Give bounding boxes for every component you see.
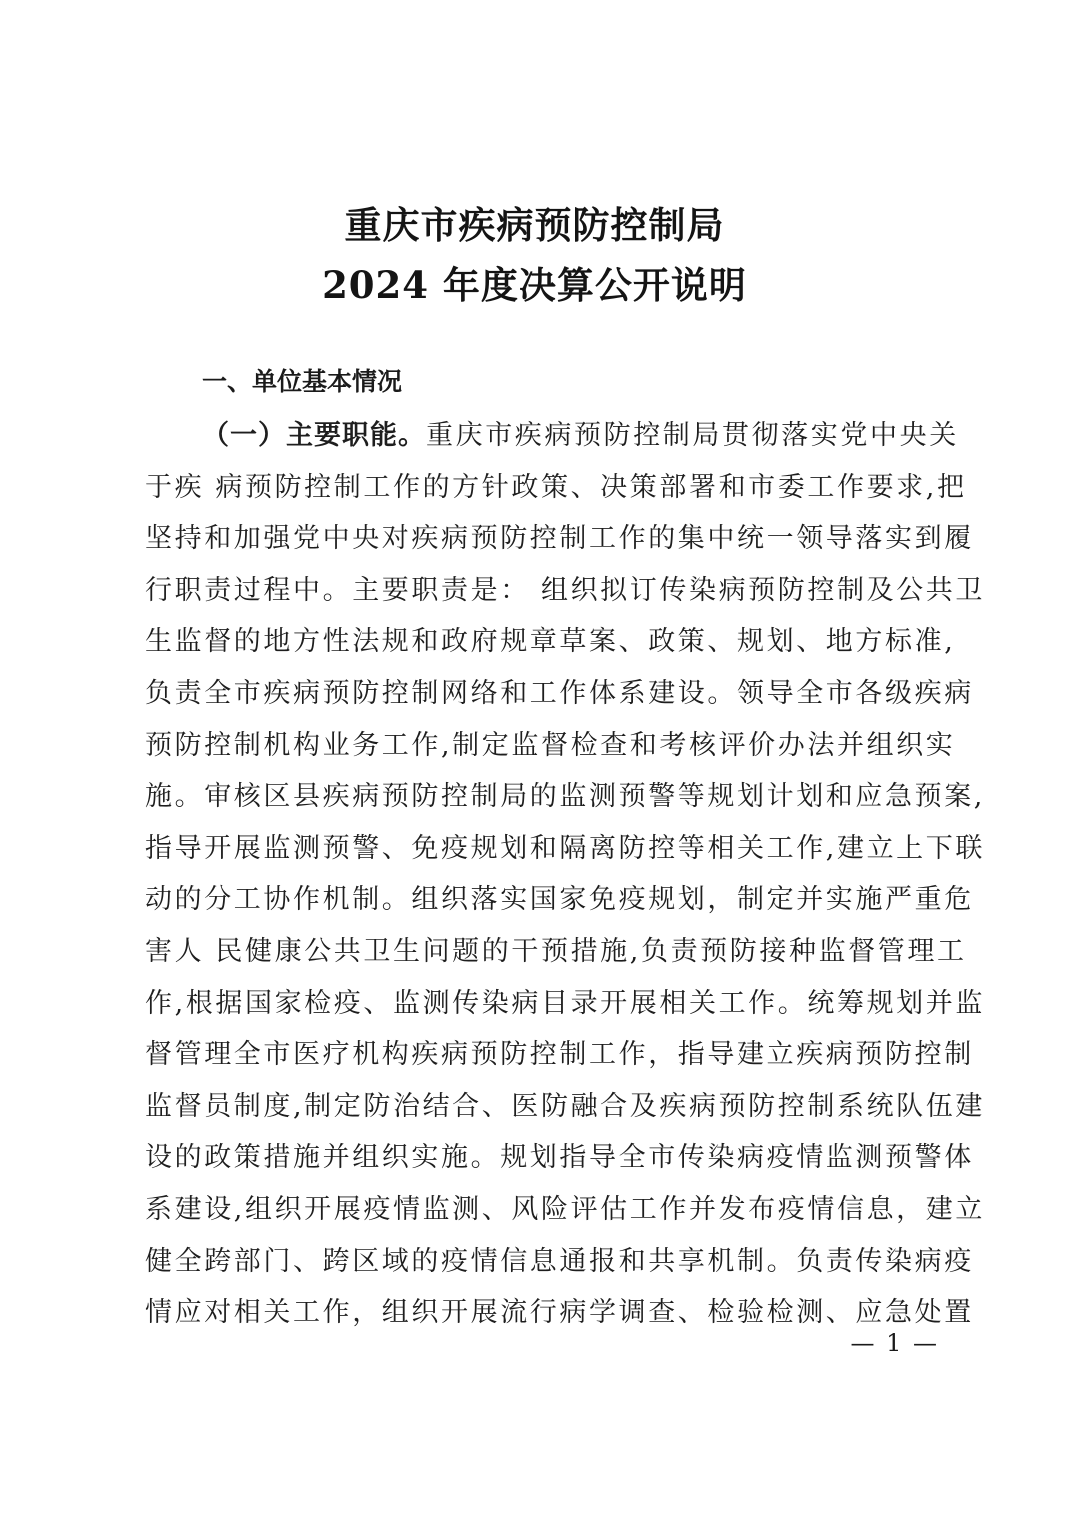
title-line-1: 重庆市疾病预防控制局 xyxy=(344,203,725,247)
paragraph-line: 生监督的地方性法规和政府规章草案、政策、规划、地方标准, xyxy=(145,626,956,658)
page-number: — 1 — xyxy=(850,1329,939,1357)
paragraph-line: 督管理全市医疗机构疾病预防控制工作，指导建立疾病预防控制 xyxy=(145,1039,974,1071)
paragraph-line: 坚持和加强党中央对疾病预防控制工作的集中统一领导落实到履 xyxy=(145,523,974,555)
paragraph-line: 负责全市疾病预防控制网络和工作体系建设。领导全市各级疾病 xyxy=(145,677,974,709)
paragraph-line: 情应对相关工作，组织开展流行病学调查、检验检测、应急处置 xyxy=(145,1297,974,1329)
title-line-2: 2024 年度决算公开说明 xyxy=(322,263,747,307)
paragraph-line: 健全跨部门、跨区域的疫情信息通报和共享机制。负责传染病疫 xyxy=(145,1245,974,1277)
paragraph-line: 系建设,组织开展疫情监测、风险评估工作并发布疫情信息，建立 xyxy=(145,1193,985,1225)
paragraph-line: 指导开展监测预警、免疫规划和隔离防控等相关工作,建立上下联 xyxy=(145,832,985,864)
paragraph-line: 动的分工协作机制。组织落实国家免疫规划，制定并实施严重危 xyxy=(145,884,974,916)
body-paragraph xyxy=(145,410,985,1339)
paragraph-line: 预防控制机构业务工作,制定监督检查和考核评价办法并组织实 xyxy=(145,729,956,761)
paragraph-line: 害人 民健康公共卫生问题的干预措施,负责预防接种监督管理工 xyxy=(145,935,967,967)
lead-label: （一）主要职能。 xyxy=(202,420,426,451)
paragraph-line-text: 重庆市疾病预防控制局贯彻落实党中央关 xyxy=(426,420,959,451)
section-heading: 一、单位基本情况 xyxy=(202,367,403,396)
document-title xyxy=(0,195,1069,315)
paragraph-line xyxy=(145,410,959,462)
paragraph-line: 监督员制度,制定防治结合、医防融合及疾病预防控制系统队伍建 xyxy=(145,1090,985,1122)
paragraph-line: 行职责过程中。主要职责是： 组织拟订传染病预防控制及公共卫 xyxy=(145,574,985,606)
paragraph-line: 施。审核区县疾病预防控制局的监测预警等规划计划和应急预案, xyxy=(145,781,985,813)
paragraph-line: 设的政策措施并组织实施。规划指导全市传染病疫情监测预警体 xyxy=(145,1142,974,1174)
paragraph-line: 作,根据国家检疫、监测传染病目录开展相关工作。统筹规划并监 xyxy=(145,987,985,1019)
paragraph-line: 于疾 病预防控制工作的方针政策、决策部署和市委工作要求,把 xyxy=(145,471,967,503)
